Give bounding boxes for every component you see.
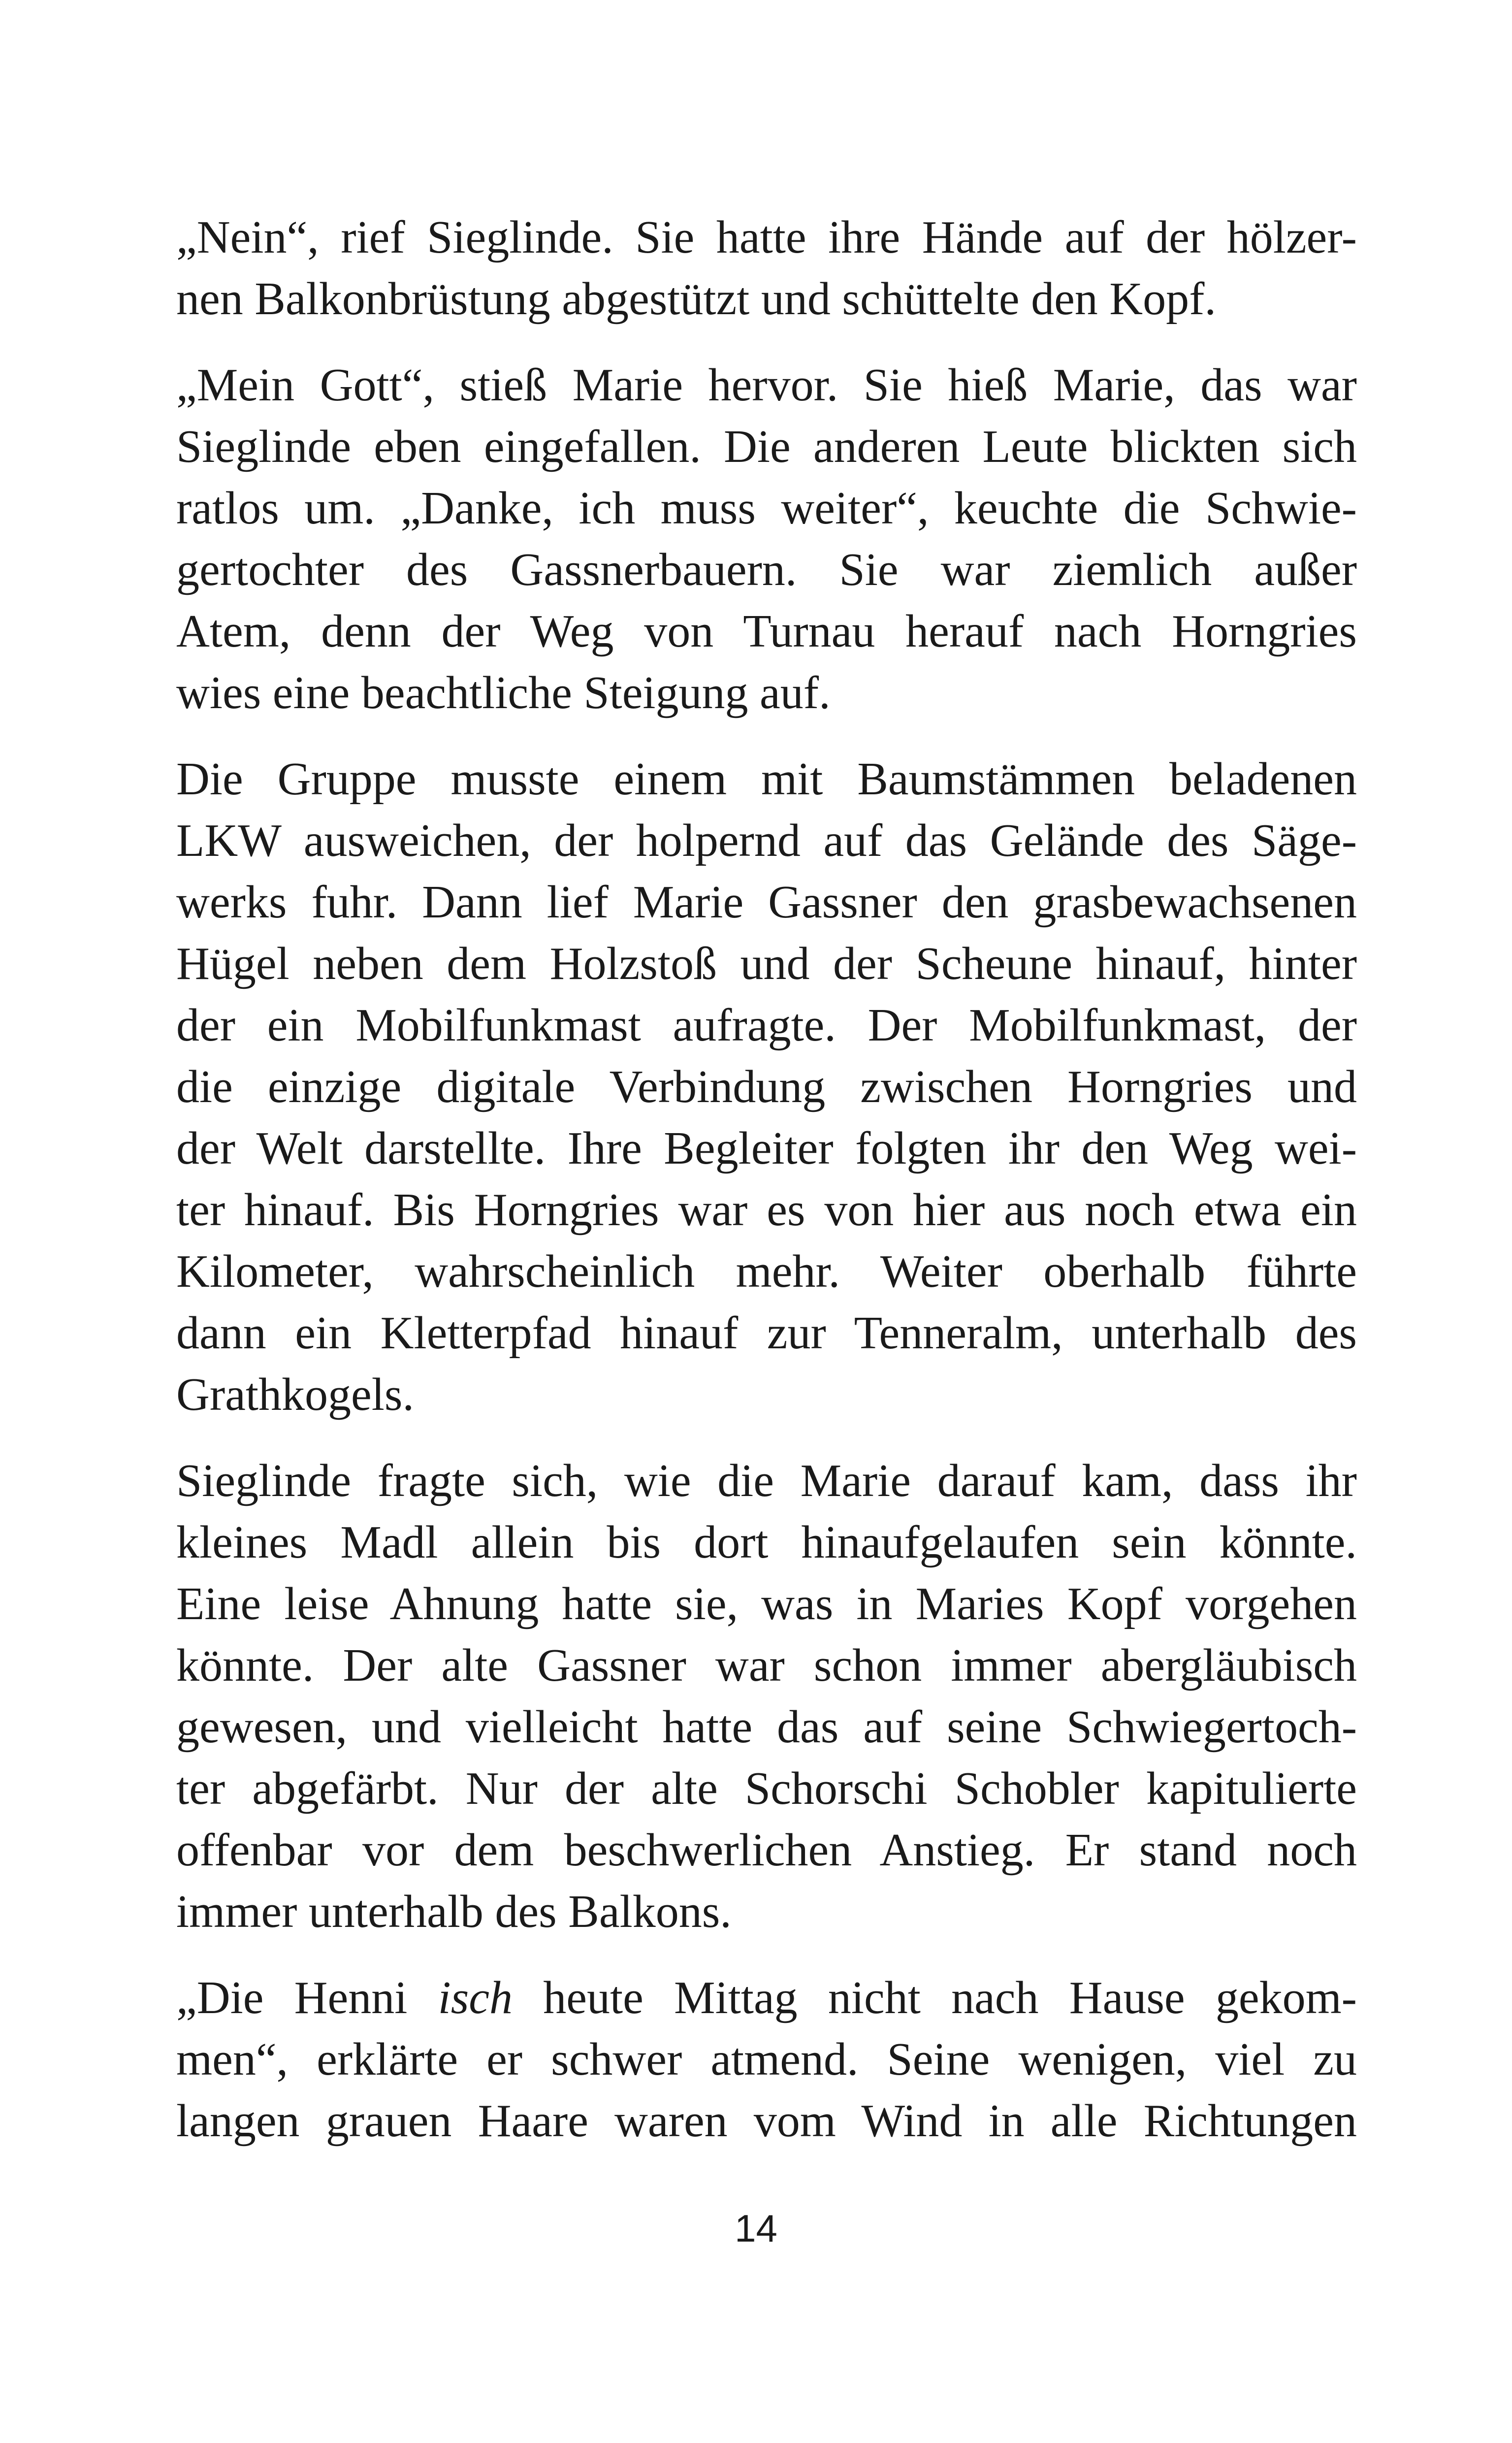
text-line: men“, erklärte er schwer atmend. Seine wenigen, viel zu <box>176 2034 1357 2085</box>
text-line: Eine leise Ahnung hatte sie, was in Maries Kopf vorgehen <box>176 1578 1357 1629</box>
text-line: „Mein Gott“, stieß Marie hervor. Sie hieß Marie, das war <box>176 359 1357 411</box>
text-run: heute Mittag nicht nach Hause gekom- <box>513 1972 1357 2023</box>
text-line: langen grauen Haare waren vom Wind in alle Richtungen <box>176 2095 1357 2147</box>
text-line: offenbar vor dem beschwerlichen Anstieg. Er stand noch <box>176 1824 1357 1876</box>
text-line: könnte. Der alte Gassner war schon immer abergläubisch <box>176 1640 1357 1691</box>
paragraph-5 <box>176 1967 1357 2152</box>
paragraph-2 <box>176 355 1357 724</box>
text-line: gewesen, und vielleicht hatte das auf seine Schwiegertoch- <box>176 1701 1357 1753</box>
text-run: „Die Henni <box>176 1972 438 2023</box>
text-line: Hügel neben dem Holzstoß und der Scheune hinauf, hinter <box>176 938 1357 989</box>
text-line: ter hinauf. Bis Horngries war es von hier aus noch etwa ein <box>176 1184 1357 1236</box>
text-line: Atem, denn der Weg von Turnau herauf nach Horngries <box>176 606 1357 657</box>
paragraph-4 <box>176 1450 1357 1943</box>
text-line: Sieglinde fragte sich, wie die Marie darauf kam, dass ihr <box>176 1455 1357 1506</box>
text-line: nen Balkonbrüstung abgestützt und schüttelte den Kopf. <box>176 273 1216 325</box>
text-line: „Nein“, rief Sieglinde. Sie hatte ihre Hände auf der hölzer- <box>176 212 1357 263</box>
text-line: LKW ausweichen, der holpernd auf das Gelände des Säge- <box>176 815 1357 866</box>
text-line-with-italic <box>176 1967 1357 2029</box>
page-number: 14 <box>735 2207 777 2250</box>
text-line: immer unterhalb des Balkons. <box>176 1886 732 1937</box>
text-line: Kilometer, wahrscheinlich mehr. Weiter oberhalb führte <box>176 1246 1357 1297</box>
text-line: der Welt darstellte. Ihre Begleiter folgten ihr den Weg wei- <box>176 1123 1357 1174</box>
italic-word: isch <box>438 1972 513 2023</box>
text-line: der ein Mobilfunkmast aufragte. Der Mobilfunkmast, der <box>176 1000 1357 1051</box>
text-line: die einzige digitale Verbindung zwischen Horngries und <box>176 1061 1357 1112</box>
text-line: ter abgefärbt. Nur der alte Schorschi Schobler kapitulierte <box>176 1763 1357 1814</box>
text-line: Die Gruppe musste einem mit Baumstämmen beladenen <box>176 753 1357 805</box>
text-line: gertochter des Gassnerbauern. Sie war ziemlich außer <box>176 544 1357 595</box>
text-line: Sieglinde eben eingefallen. Die anderen Leute blickten sich <box>176 421 1357 472</box>
text-line: kleines Madl allein bis dort hinaufgelaufen sein könnte. <box>176 1517 1357 1568</box>
body-text <box>176 207 1357 2177</box>
text-line: ratlos um. „Danke, ich muss weiter“, keuchte die Schwie- <box>176 483 1357 534</box>
paragraph-1 <box>176 207 1357 330</box>
paragraph-3 <box>176 749 1357 1426</box>
text-line: Grathkogels. <box>176 1369 414 1420</box>
text-line: werks fuhr. Dann lief Marie Gassner den grasbewachsenen <box>176 877 1357 928</box>
text-line: dann ein Kletterpfad hinauf zur Tenneralm, unterhalb des <box>176 1307 1357 1359</box>
text-line: wies eine beachtliche Steigung auf. <box>176 667 831 718</box>
